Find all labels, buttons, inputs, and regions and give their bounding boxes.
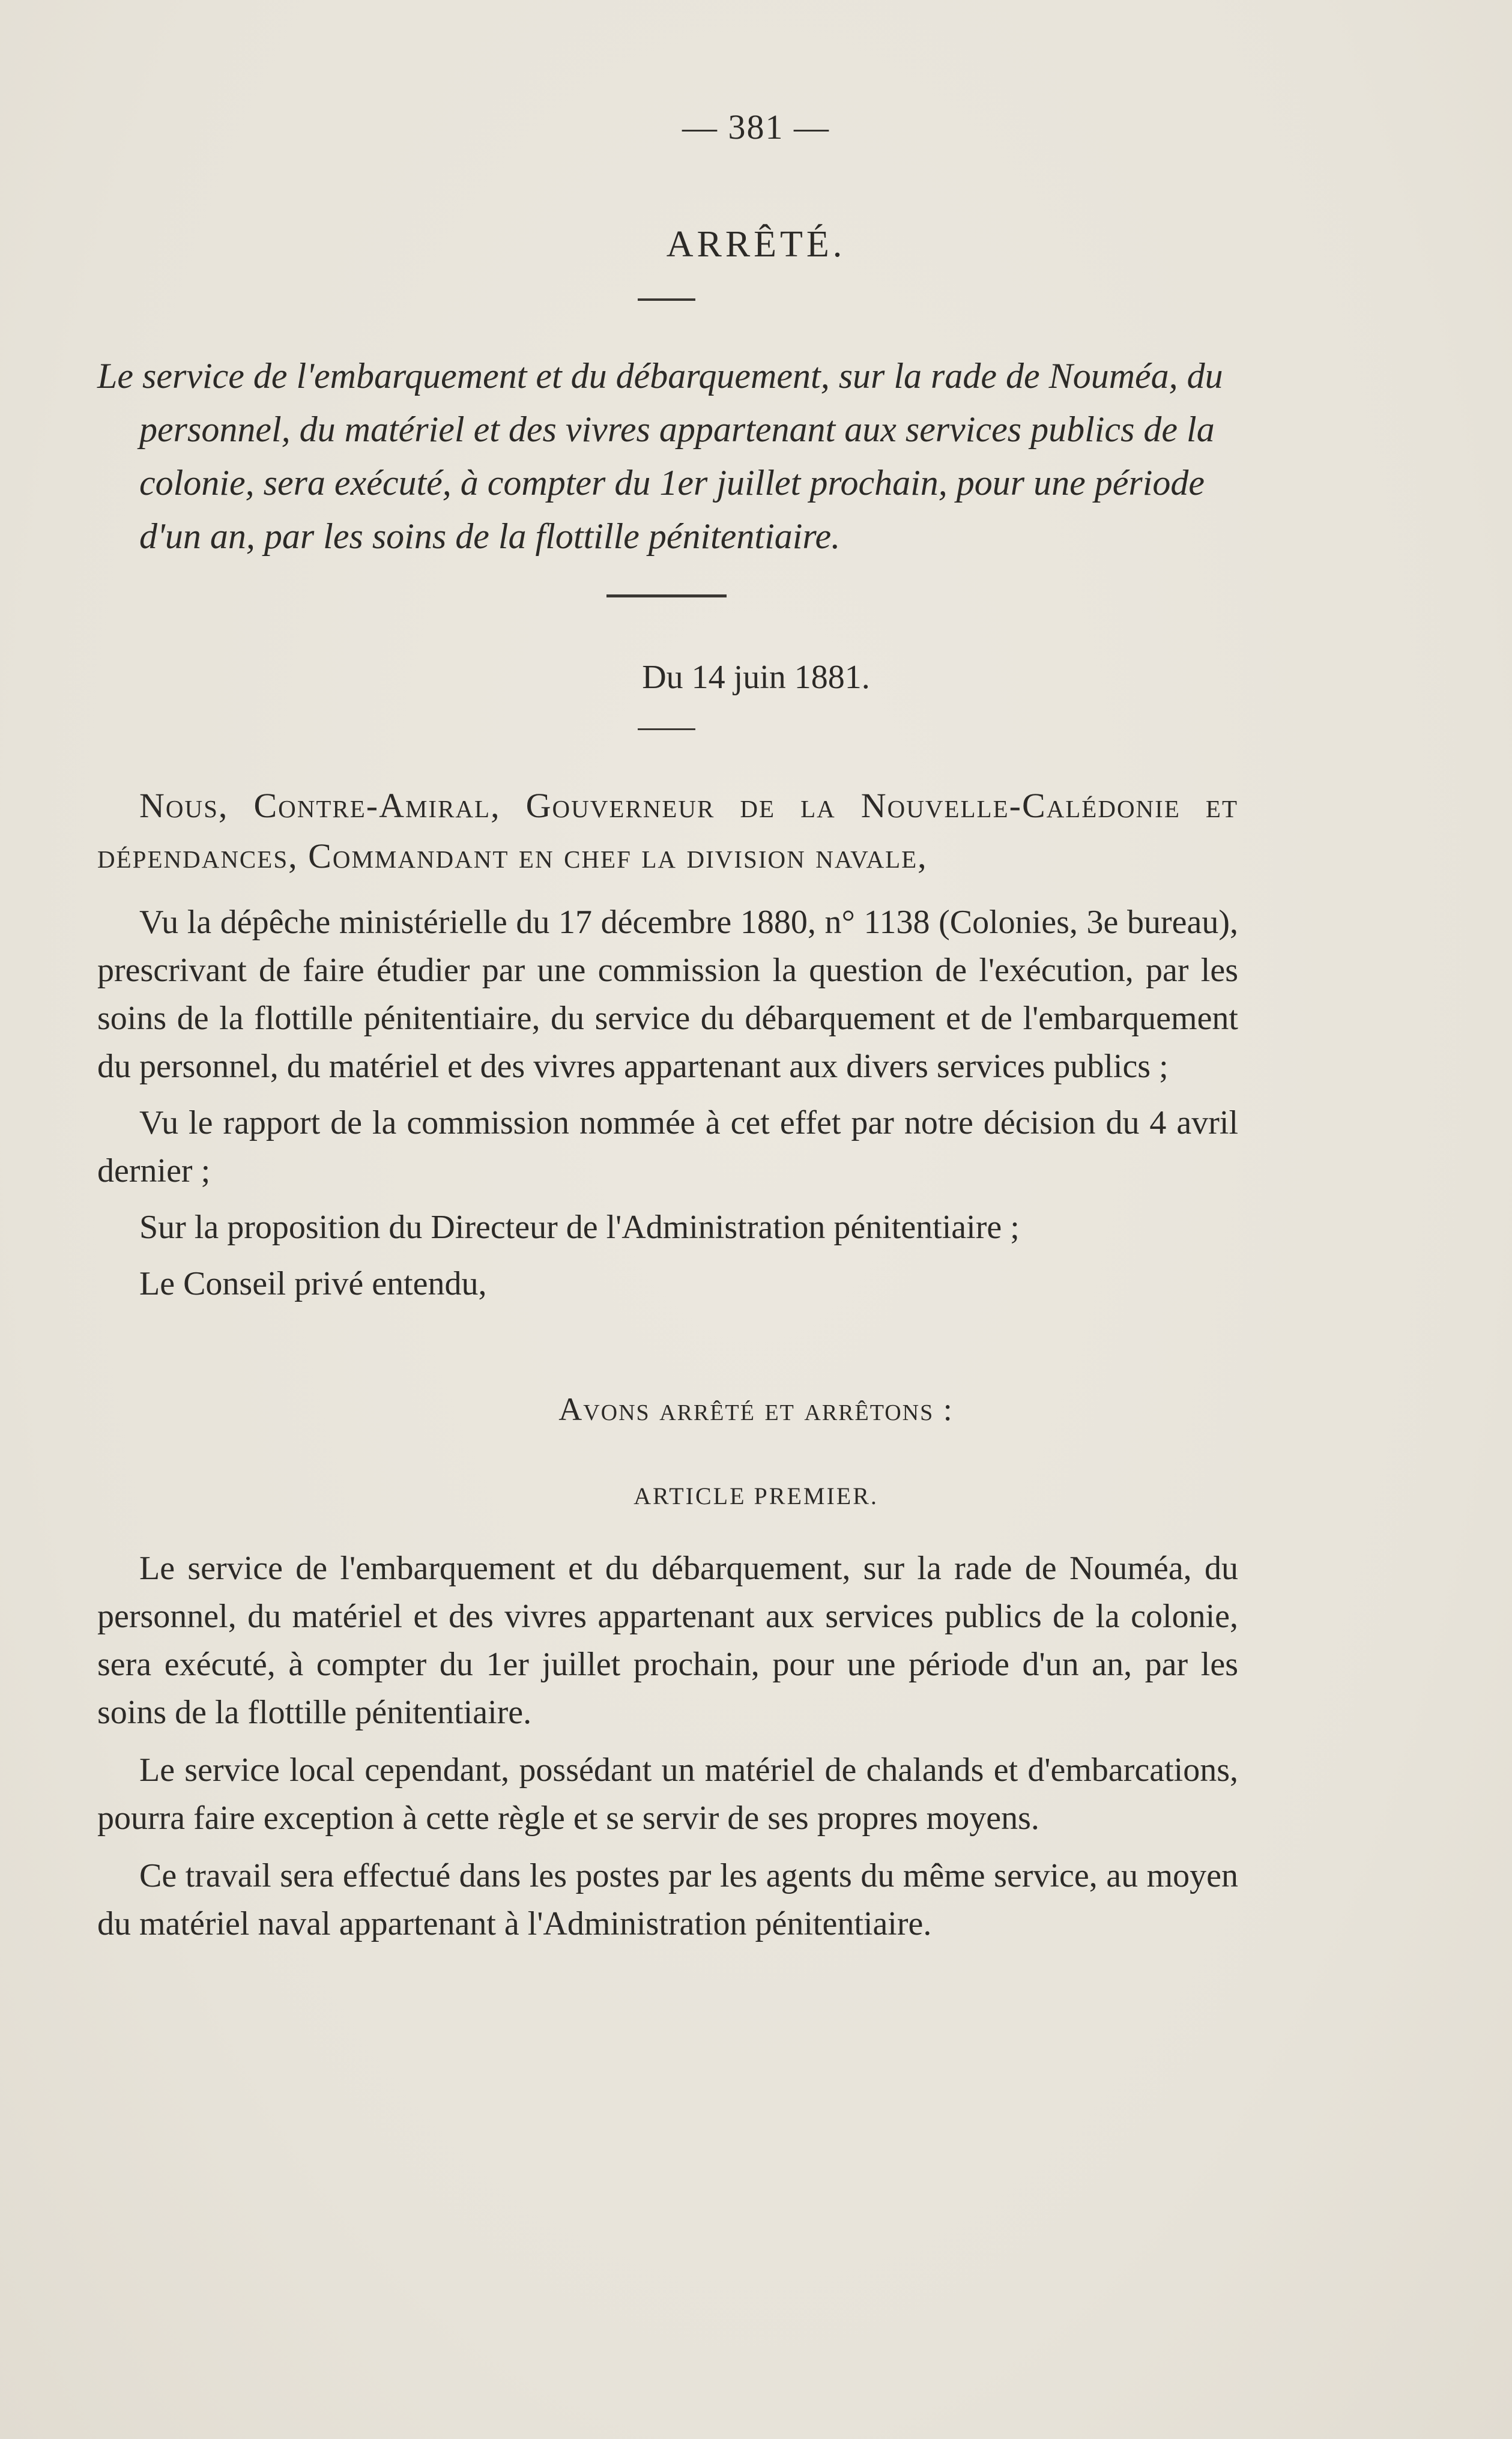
preamble-text: Nous, Contre-Amiral, Gouverneur de la Nouvelle-Calédonie et dépendances, Commandant en chef la division navale, — [97, 786, 1238, 875]
article-heading: ARTICLE PREMIER. — [634, 1482, 878, 1510]
divider-rule — [638, 728, 695, 730]
summary-text: Le service de l'embarquement et du débarquement, sur la rade de Nouméa, du personnel, du matériel et des vivres appartenant aux services publics de la colonie, sera exécuté, à compter du 1er juillet prochain, pour une période d'un an, par les soins de la flottille pénitentiaire. — [97, 356, 1223, 556]
divider-rule — [638, 298, 695, 301]
preamble-block — [97, 781, 1238, 881]
article-body — [97, 1544, 1238, 1957]
decree-formula: Avons arrêté et arrêtons : — [558, 1391, 954, 1427]
summary-block — [97, 349, 1238, 563]
consideration-paragraph: Le Conseil privé entendu, — [139, 1265, 487, 1302]
divider-rule — [606, 594, 727, 597]
consideration-paragraph: Vu la dépêche ministérielle du 17 décembre 1880, n° 1138 (Colonies, 3e bureau), prescrivant de faire étudier par une commission la question de l'exécution, par les soins de la flottille pénitentiaire, du service du débarquement et de l'embarquement du personnel, du matériel et des vivres appartenant aux divers services publics ; — [97, 904, 1238, 1085]
article-paragraph: Ce travail sera effectué dans les postes par les agents du même service, au moyen du matériel naval appartenant à l'Administration pénitentiaire. — [97, 1857, 1238, 1942]
article-paragraph: Le service de l'embarquement et du débarquement, sur la rade de Nouméa, du personnel, du matériel et des vivres appartenant aux services publics de la colonie, sera exécuté, à compter du 1er juillet prochain, pour une période d'un an, par les soins de la flottille pénitentiaire. — [97, 1550, 1238, 1731]
page-number: — 381 — — [682, 107, 830, 147]
decree-date: Du 14 juin 1881. — [642, 659, 870, 696]
consideration-paragraph: Vu le rapport de la commission nommée à cet effet par notre décision du 4 avril dernier ; — [97, 1104, 1238, 1189]
article-paragraph: Le service local cependant, possédant un matériel de chalands et d'embarcations, pourra faire exception à cette règle et se servir de ses propres moyens. — [97, 1751, 1238, 1837]
document-title: ARRÊTÉ. — [666, 224, 846, 265]
consideration-paragraph: Sur la proposition du Directeur de l'Administration pénitentiaire ; — [139, 1209, 1020, 1246]
considerations-block — [97, 898, 1238, 1316]
